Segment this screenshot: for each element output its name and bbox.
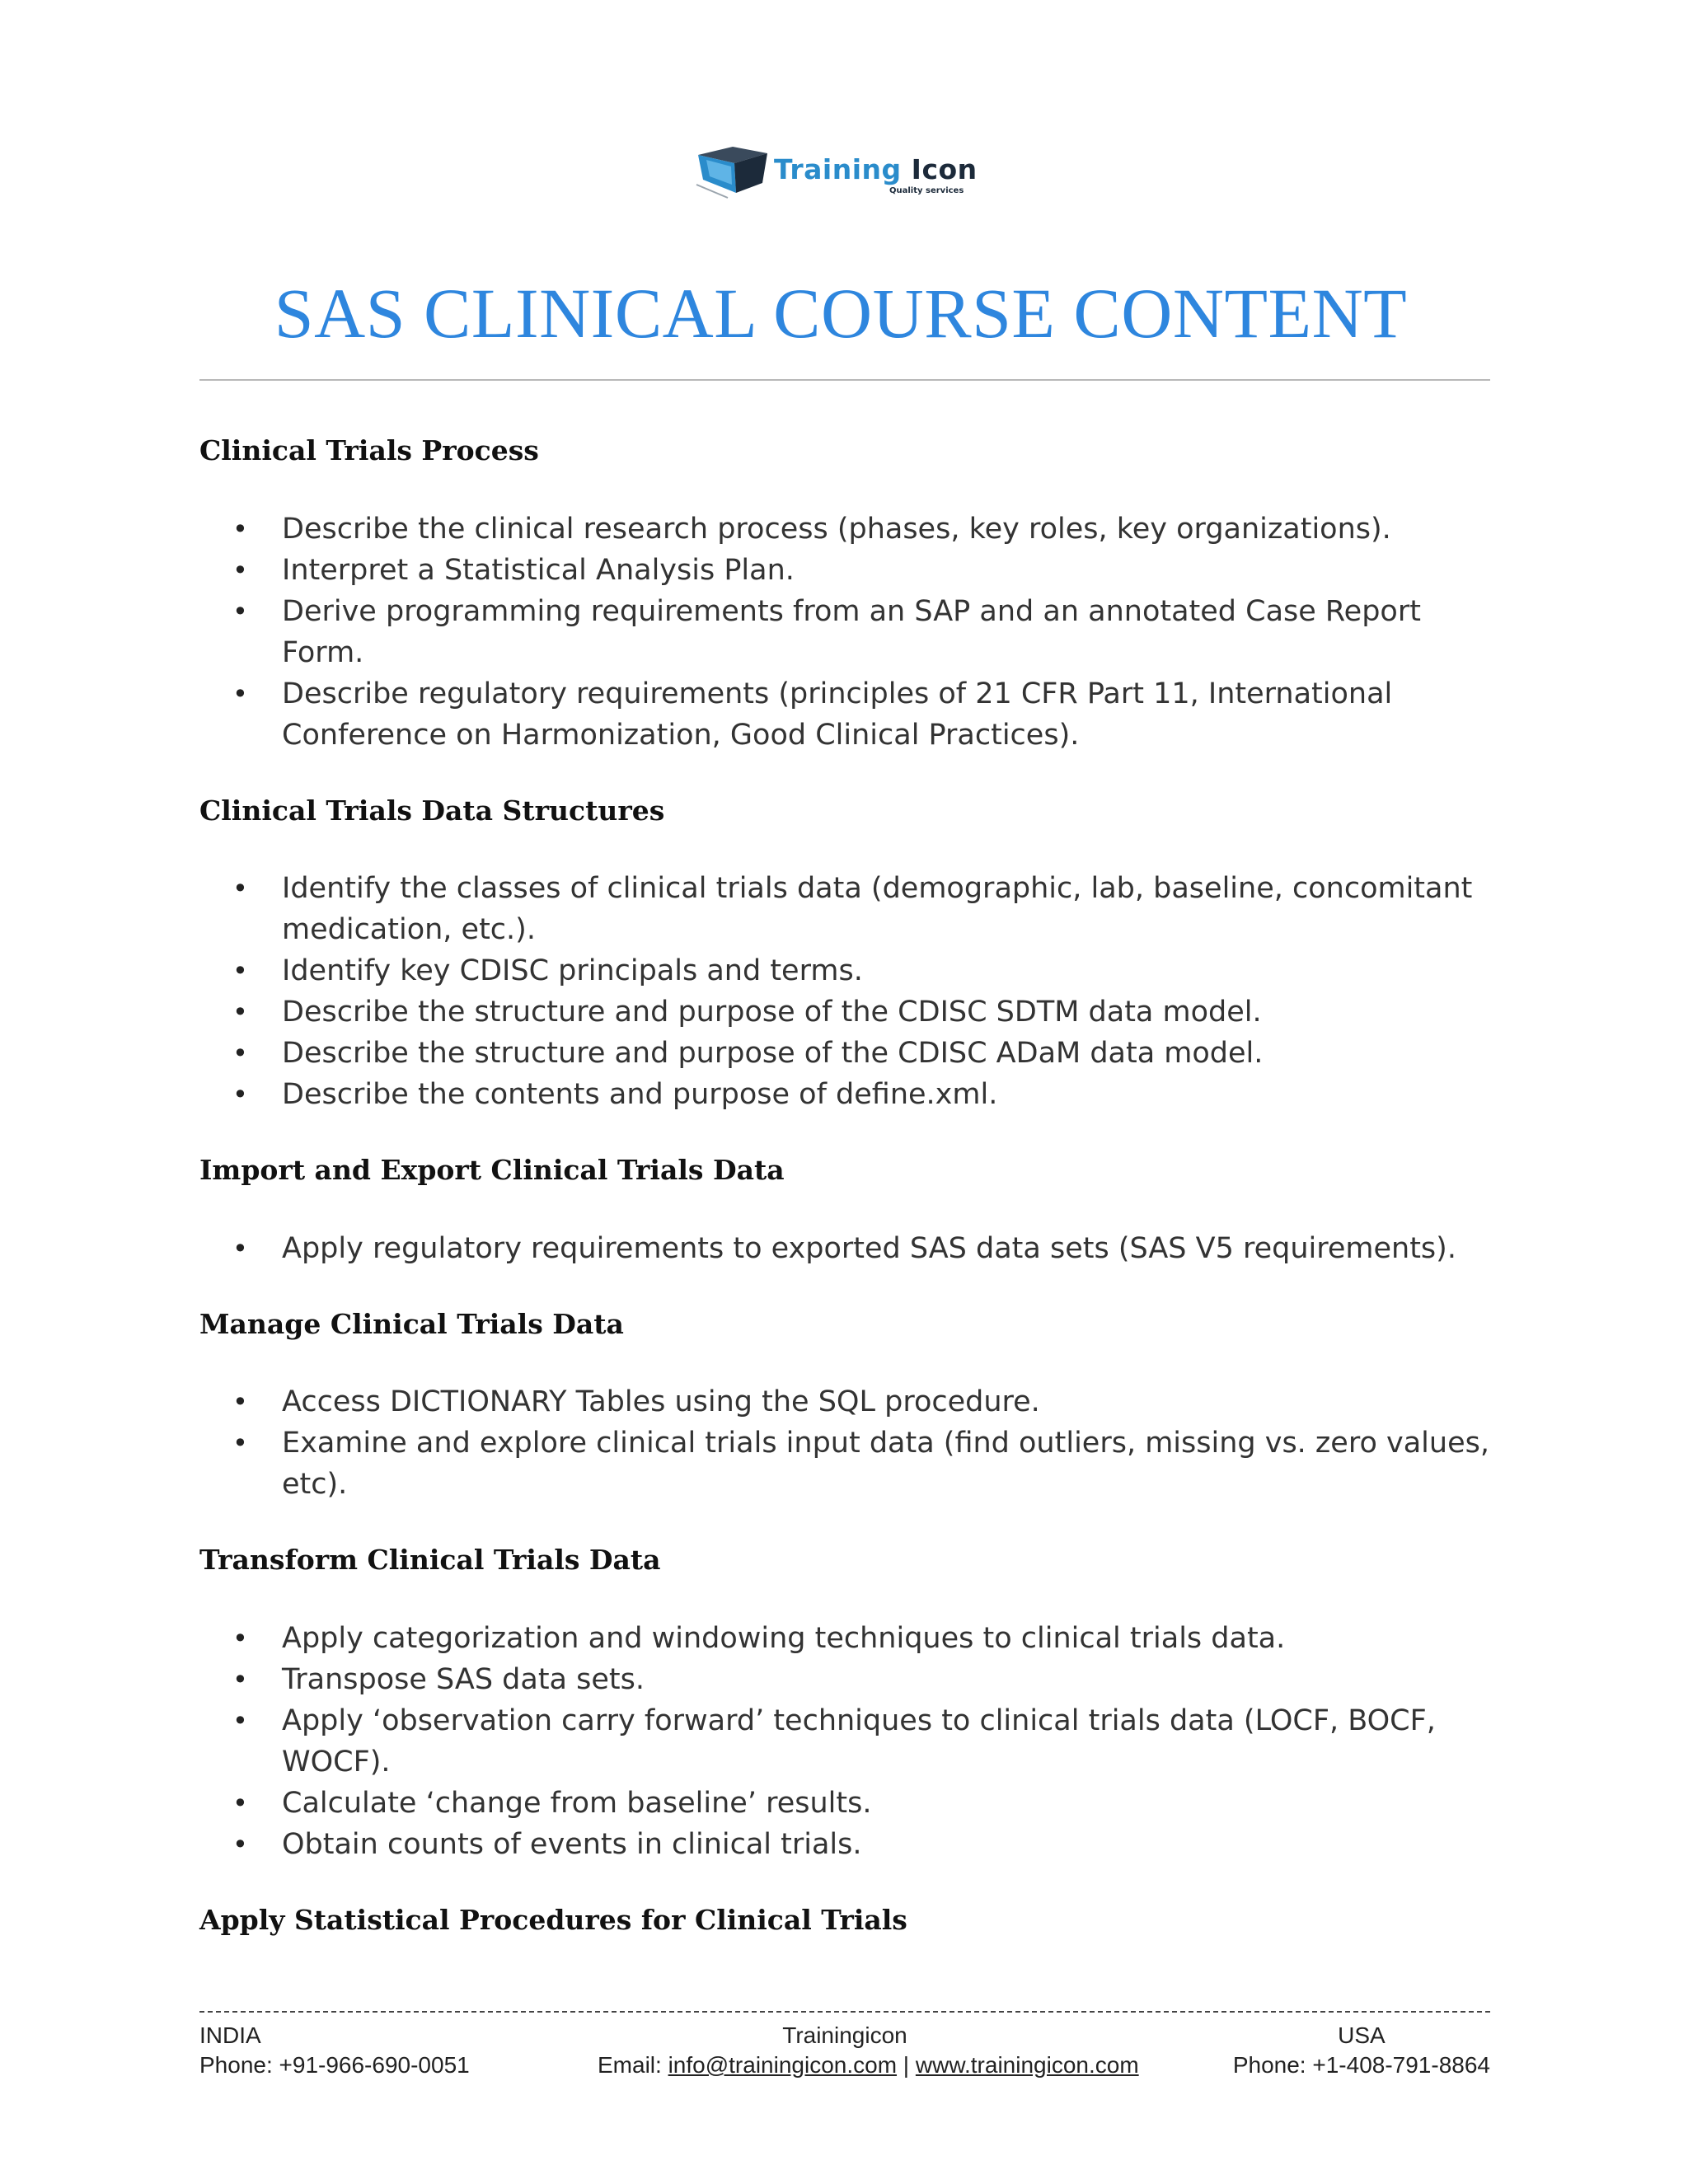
footer-india	[199, 2021, 470, 2080]
bullet-list	[199, 509, 1490, 756]
list-item: • Describe the structure and purpose of the CDISC SDTM data model.	[199, 991, 1490, 1033]
section-heading: Import and Export Clinical Trials Data	[199, 1154, 785, 1187]
footer-company-name: Trainingicon	[782, 2022, 907, 2048]
list-item: • Describe the contents and purpose of define.xml.	[199, 1074, 1490, 1115]
list-item: • Describe the structure and purpose of the CDISC ADaM data model.	[199, 1033, 1490, 1074]
list-item: • Identify the classes of clinical trials data (demographic, lab, baseline, concomitant medication, etc.).	[199, 868, 1490, 950]
bullet-list	[199, 1228, 1490, 1269]
section-heading: Clinical Trials Process	[199, 434, 539, 466]
cube-logo-icon	[695, 142, 771, 201]
footer-usa	[1233, 2021, 1490, 2080]
section-clinical-trials-data-structures	[199, 794, 1490, 1116]
list-item: • Describe regulatory requirements (principles of 21 CFR Part 11, International Conference on Harmonization, Good Clinical Practices).	[199, 673, 1490, 756]
list-item: • Derive programming requirements from an SAP and an annotated Case Report Form.	[199, 591, 1490, 673]
section-heading: Clinical Trials Data Structures	[199, 794, 665, 827]
list-item: • Interpret a Statistical Analysis Plan.	[199, 550, 1490, 591]
list-item: • Apply ‘observation carry forward’ techniques to clinical trials data (LOCF, BOCF, WOCF).	[199, 1700, 1490, 1783]
section-heading: Transform Clinical Trials Data	[199, 1544, 661, 1577]
logo-word-icon: Icon	[911, 153, 978, 185]
footer-links-line	[598, 2050, 1139, 2080]
company-logo	[695, 142, 978, 201]
section-manage-data	[199, 1308, 1490, 1506]
footer-website-link[interactable]: www.trainingicon.com	[915, 2052, 1139, 2078]
section-heading: Apply Statistical Procedures for Clinical Trials	[199, 1903, 907, 1936]
list-item: • Describe the clinical research process (phases, key roles, key organizations).	[199, 509, 1490, 550]
bullet-list	[199, 868, 1490, 1115]
section-clinical-trials-process	[199, 434, 1490, 756]
footer-phone: Phone: +91-966-690-0051	[199, 2052, 470, 2078]
section-heading: Manage Clinical Trials Data	[199, 1307, 624, 1340]
footer-email-label: Email:	[598, 2052, 668, 2078]
bullet-list	[199, 1381, 1490, 1505]
list-item: • Access DICTIONARY Tables using the SQL procedure.	[199, 1381, 1490, 1422]
list-item: • Apply categorization and windowing techniques to clinical trials data.	[199, 1618, 1490, 1659]
footer-phone: Phone: +1-408-791-8864	[1232, 2052, 1490, 2078]
section-statistical-procedures	[199, 1904, 1490, 1937]
list-item: • Apply regulatory requirements to exported SAS data sets (SAS V5 requirements).	[199, 1228, 1490, 1269]
logo-tagline: Quality services	[889, 186, 964, 195]
list-item: • Transpose SAS data sets.	[199, 1659, 1490, 1700]
list-item: • Examine and explore clinical trials input data (find outliers, missing vs. zero values, etc).	[199, 1422, 1490, 1505]
section-import-export	[199, 1154, 1490, 1269]
section-transform-data	[199, 1544, 1490, 1865]
list-item: • Calculate ‘change from baseline’ results.	[199, 1783, 1490, 1824]
footer-country: INDIA	[199, 2022, 261, 2048]
list-item: • Identify key CDISC principals and terms.	[199, 950, 1490, 991]
footer-email-link[interactable]: info@trainingicon.com	[668, 2052, 898, 2078]
course-content	[199, 434, 1490, 1978]
page-title: SAS CLINICAL COURSE CONTENT	[274, 274, 1408, 353]
footer-divider	[199, 2011, 1490, 2013]
footer-separator: |	[897, 2052, 916, 2078]
bullet-list	[199, 1618, 1490, 1865]
footer-country: USA	[1338, 2022, 1386, 2048]
title-divider	[199, 379, 1490, 381]
list-item: • Obtain counts of events in clinical trials.	[199, 1824, 1490, 1865]
logo-word-training: Training	[774, 153, 902, 185]
footer-contact	[598, 2021, 1139, 2080]
